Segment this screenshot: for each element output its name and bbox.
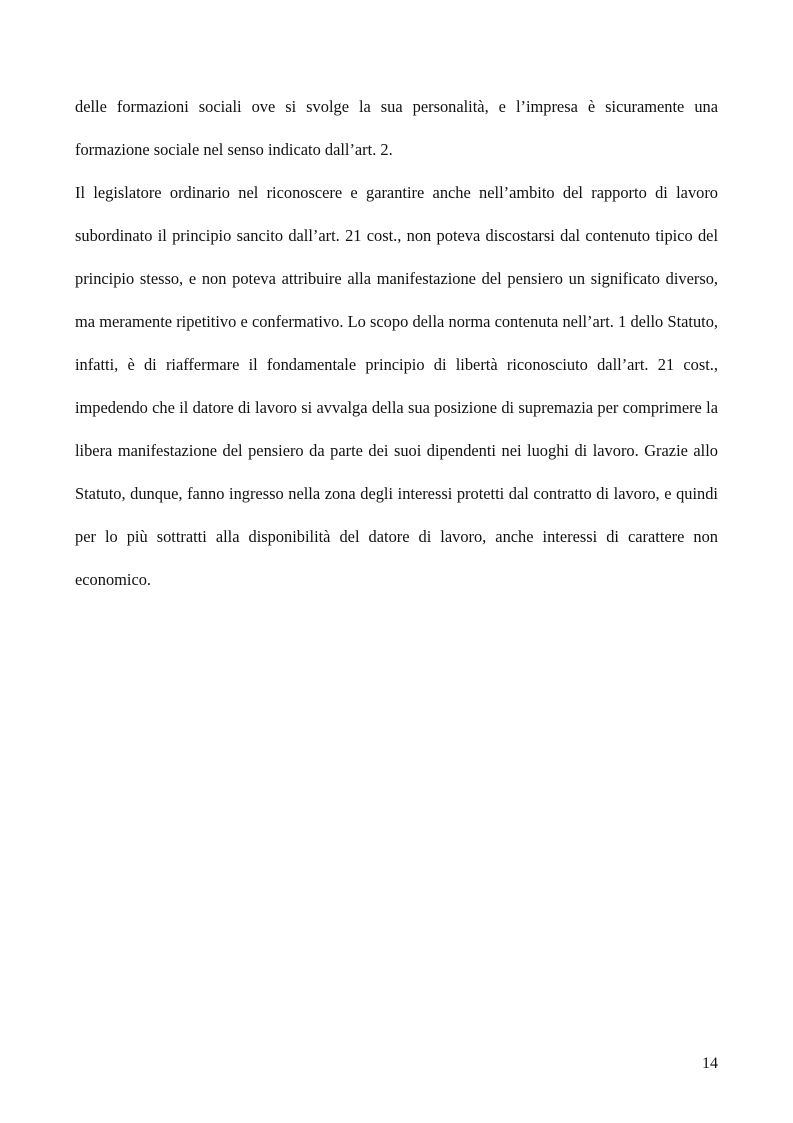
paragraph-continuation: delle formazioni sociali ove si svolge la sua personalità, e l’impresa è sicuramente una formazione sociale nel senso indicato dall’art. 2. bbox=[75, 97, 718, 159]
page-number: 14 bbox=[702, 1055, 718, 1072]
paragraph-statute-discussion: Il legislatore ordinario nel riconoscere e garantire anche nell’ambito del rapporto di lavoro subordinato il principio sancito dall’art. 21 cost., non poteva discostarsi dal contenuto tipico del principio stesso, e non poteva attribuire alla manifestazione del pensiero un significato diverso, ma meramente ripetitivo e confermativo. Lo scopo della norma contenuta nell’art. 1 dello Statuto, infatti, è di riaffermare il fondamentale principio di libertà riconosciuto dall’art. 21 cost., impedendo che il datore di lavoro si avvalga della sua posizione di supremazia per comprimere la libera manifestazione del pensiero da parte dei suoi dipendenti nei luoghi di lavoro. Grazie allo Statuto, dunque, fanno ingresso nella zona degli interessi protetti dal contratto di lavoro, e quindi per lo più sottratti alla disponibilità del datore di lavoro, anche interessi di carattere non economico. bbox=[75, 183, 718, 589]
body-text bbox=[75, 85, 718, 601]
